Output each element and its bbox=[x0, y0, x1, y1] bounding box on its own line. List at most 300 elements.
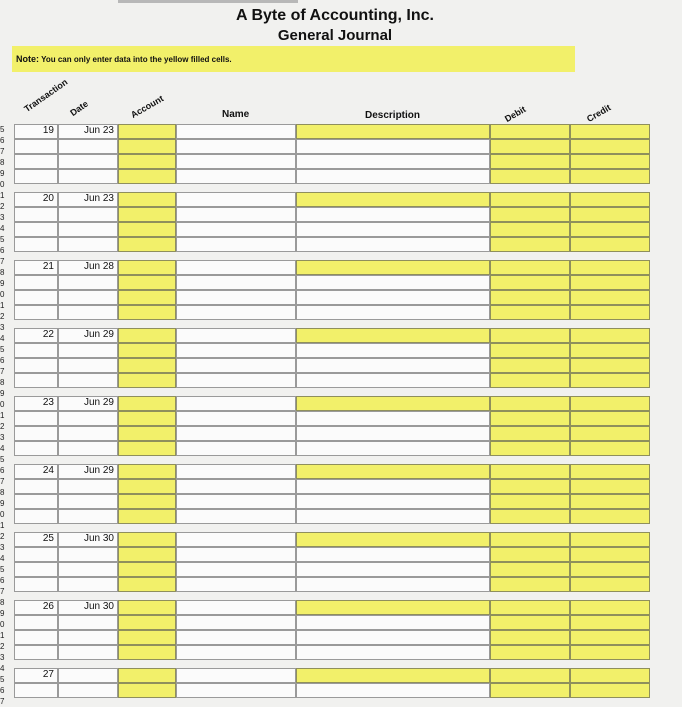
col-header-description: Description bbox=[365, 110, 421, 121]
input-cell-desc[interactable] bbox=[296, 124, 490, 139]
cell-txn bbox=[14, 494, 58, 509]
input-cell-acct[interactable] bbox=[118, 645, 176, 660]
input-cell-desc[interactable] bbox=[296, 668, 490, 683]
cell-date bbox=[58, 343, 118, 358]
cell-txn bbox=[14, 426, 58, 441]
row-number: 6 bbox=[0, 356, 5, 365]
transaction-number: 19 bbox=[14, 124, 58, 139]
transaction-number: 27 bbox=[14, 668, 58, 683]
cell-date bbox=[58, 479, 118, 494]
row-number: 1 bbox=[0, 301, 5, 310]
input-cell-acct[interactable] bbox=[118, 494, 176, 509]
input-cell-credit[interactable] bbox=[570, 343, 650, 358]
cell-name bbox=[176, 222, 296, 237]
row-number: 5 bbox=[0, 675, 5, 684]
cell-txn bbox=[14, 509, 58, 524]
cell-name bbox=[176, 207, 296, 222]
input-cell-acct[interactable] bbox=[118, 683, 176, 698]
row-number: 8 bbox=[0, 598, 5, 607]
input-cell-debit[interactable] bbox=[490, 275, 570, 290]
cell-date bbox=[58, 411, 118, 426]
input-cell-debit[interactable] bbox=[490, 290, 570, 305]
cell-desc bbox=[296, 373, 490, 388]
cell-desc bbox=[296, 290, 490, 305]
input-cell-debit[interactable] bbox=[490, 479, 570, 494]
cell-date bbox=[58, 562, 118, 577]
input-cell-credit[interactable] bbox=[570, 139, 650, 154]
row-number: 2 bbox=[0, 532, 5, 541]
cell-desc bbox=[296, 630, 490, 645]
col-header-date: Date bbox=[68, 98, 90, 118]
input-cell-credit[interactable] bbox=[570, 237, 650, 252]
input-cell-debit[interactable] bbox=[490, 328, 570, 343]
input-cell-debit[interactable] bbox=[490, 358, 570, 373]
input-cell-credit[interactable] bbox=[570, 426, 650, 441]
input-cell-acct[interactable] bbox=[118, 577, 176, 592]
cell-name bbox=[176, 562, 296, 577]
input-cell-credit[interactable] bbox=[570, 358, 650, 373]
transaction-number: 22 bbox=[14, 328, 58, 343]
input-cell-debit[interactable] bbox=[490, 645, 570, 660]
row-number: 8 bbox=[0, 268, 5, 277]
row-number: 4 bbox=[0, 664, 5, 673]
input-cell-credit[interactable] bbox=[570, 547, 650, 562]
cell-name bbox=[176, 343, 296, 358]
input-cell-debit[interactable] bbox=[490, 124, 570, 139]
input-cell-acct[interactable] bbox=[118, 192, 176, 207]
input-cell-desc[interactable] bbox=[296, 600, 490, 615]
row-number: 3 bbox=[0, 323, 5, 332]
cell-name bbox=[176, 441, 296, 456]
input-cell-debit[interactable] bbox=[490, 630, 570, 645]
transaction-number: 25 bbox=[14, 532, 58, 547]
row-number: 0 bbox=[0, 290, 5, 299]
input-cell-debit[interactable] bbox=[490, 154, 570, 169]
input-cell-acct[interactable] bbox=[118, 464, 176, 479]
input-cell-debit[interactable] bbox=[490, 577, 570, 592]
transaction-date: Jun 29 bbox=[58, 328, 118, 343]
input-cell-debit[interactable] bbox=[490, 305, 570, 320]
cell-name bbox=[176, 494, 296, 509]
cell-desc bbox=[296, 237, 490, 252]
cell-name bbox=[176, 547, 296, 562]
cell-date bbox=[58, 305, 118, 320]
input-cell-acct[interactable] bbox=[118, 237, 176, 252]
input-cell-acct[interactable] bbox=[118, 396, 176, 411]
cell-desc bbox=[296, 139, 490, 154]
cell-name bbox=[176, 668, 296, 683]
cell-txn bbox=[14, 358, 58, 373]
cell-desc bbox=[296, 509, 490, 524]
cell-desc bbox=[296, 562, 490, 577]
cell-name bbox=[176, 600, 296, 615]
input-cell-credit[interactable] bbox=[570, 275, 650, 290]
cell-name bbox=[176, 426, 296, 441]
cell-name bbox=[176, 260, 296, 275]
cell-desc bbox=[296, 577, 490, 592]
cell-txn bbox=[14, 411, 58, 426]
row-number: 8 bbox=[0, 158, 5, 167]
row-number: 0 bbox=[0, 620, 5, 629]
input-cell-acct[interactable] bbox=[118, 343, 176, 358]
input-cell-acct[interactable] bbox=[118, 207, 176, 222]
input-cell-debit[interactable] bbox=[490, 396, 570, 411]
cell-desc bbox=[296, 154, 490, 169]
transaction-date: Jun 30 bbox=[58, 600, 118, 615]
cell-txn bbox=[14, 630, 58, 645]
input-cell-acct[interactable] bbox=[118, 441, 176, 456]
input-cell-debit[interactable] bbox=[490, 237, 570, 252]
cell-date bbox=[58, 630, 118, 645]
cell-txn bbox=[14, 577, 58, 592]
row-number: 3 bbox=[0, 653, 5, 662]
cell-name bbox=[176, 358, 296, 373]
input-cell-acct[interactable] bbox=[118, 328, 176, 343]
cell-date bbox=[58, 139, 118, 154]
input-cell-debit[interactable] bbox=[490, 192, 570, 207]
row-number: 8 bbox=[0, 378, 5, 387]
input-cell-credit[interactable] bbox=[570, 328, 650, 343]
input-cell-desc[interactable] bbox=[296, 328, 490, 343]
cell-date bbox=[58, 615, 118, 630]
cell-name bbox=[176, 139, 296, 154]
input-cell-acct[interactable] bbox=[118, 373, 176, 388]
cell-date bbox=[58, 509, 118, 524]
cell-desc bbox=[296, 441, 490, 456]
cell-name bbox=[176, 396, 296, 411]
input-cell-debit[interactable] bbox=[490, 426, 570, 441]
row-number: 2 bbox=[0, 202, 5, 211]
input-cell-credit[interactable] bbox=[570, 192, 650, 207]
input-cell-credit[interactable] bbox=[570, 630, 650, 645]
row-number: 9 bbox=[0, 499, 5, 508]
row-number: 7 bbox=[0, 587, 5, 596]
title-block bbox=[190, 6, 480, 46]
row-number: 5 bbox=[0, 565, 5, 574]
input-cell-credit[interactable] bbox=[570, 396, 650, 411]
input-cell-credit[interactable] bbox=[570, 668, 650, 683]
cell-date bbox=[58, 577, 118, 592]
input-cell-debit[interactable] bbox=[490, 222, 570, 237]
row-number: 0 bbox=[0, 180, 5, 189]
input-cell-debit[interactable] bbox=[490, 207, 570, 222]
row-number: 1 bbox=[0, 191, 5, 200]
row-number: 7 bbox=[0, 367, 5, 376]
transaction-number: 20 bbox=[14, 192, 58, 207]
row-number: 1 bbox=[0, 631, 5, 640]
input-cell-acct[interactable] bbox=[118, 547, 176, 562]
input-cell-desc[interactable] bbox=[296, 396, 490, 411]
col-header-debit: Debit bbox=[503, 104, 528, 124]
row-number: 0 bbox=[0, 400, 5, 409]
input-cell-credit[interactable] bbox=[570, 222, 650, 237]
cell-txn bbox=[14, 139, 58, 154]
cell-date bbox=[58, 358, 118, 373]
input-cell-acct[interactable] bbox=[118, 154, 176, 169]
cell-name bbox=[176, 615, 296, 630]
row-number: 7 bbox=[0, 697, 5, 706]
cell-txn bbox=[14, 441, 58, 456]
input-cell-debit[interactable] bbox=[490, 668, 570, 683]
transaction-date bbox=[58, 668, 118, 683]
input-cell-debit[interactable] bbox=[490, 260, 570, 275]
cell-name bbox=[176, 154, 296, 169]
input-cell-credit[interactable] bbox=[570, 645, 650, 660]
input-cell-credit[interactable] bbox=[570, 479, 650, 494]
input-cell-credit[interactable] bbox=[570, 600, 650, 615]
input-cell-credit[interactable] bbox=[570, 305, 650, 320]
cell-desc bbox=[296, 645, 490, 660]
row-number: 7 bbox=[0, 257, 5, 266]
input-cell-credit[interactable] bbox=[570, 154, 650, 169]
row-number: 5 bbox=[0, 235, 5, 244]
cell-txn bbox=[14, 615, 58, 630]
cell-name bbox=[176, 169, 296, 184]
row-number: 5 bbox=[0, 345, 5, 354]
row-number: 0 bbox=[0, 510, 5, 519]
cell-txn bbox=[14, 207, 58, 222]
input-cell-debit[interactable] bbox=[490, 532, 570, 547]
row-number: 6 bbox=[0, 136, 5, 145]
input-cell-debit[interactable] bbox=[490, 494, 570, 509]
cell-date bbox=[58, 645, 118, 660]
input-cell-debit[interactable] bbox=[490, 509, 570, 524]
cell-txn bbox=[14, 237, 58, 252]
col-header-credit: Credit bbox=[585, 102, 613, 124]
input-cell-desc[interactable] bbox=[296, 464, 490, 479]
cell-date bbox=[58, 441, 118, 456]
input-cell-credit[interactable] bbox=[570, 532, 650, 547]
cell-date bbox=[58, 547, 118, 562]
cell-date bbox=[58, 494, 118, 509]
cell-txn bbox=[14, 562, 58, 577]
cell-name bbox=[176, 290, 296, 305]
note-text: You can only enter data into the yellow filled cells. bbox=[41, 55, 232, 64]
cell-desc bbox=[296, 547, 490, 562]
input-cell-acct[interactable] bbox=[118, 562, 176, 577]
cell-name bbox=[176, 577, 296, 592]
cell-desc bbox=[296, 358, 490, 373]
input-cell-credit[interactable] bbox=[570, 615, 650, 630]
input-cell-debit[interactable] bbox=[490, 411, 570, 426]
input-cell-acct[interactable] bbox=[118, 290, 176, 305]
cell-desc bbox=[296, 411, 490, 426]
cell-name bbox=[176, 479, 296, 494]
input-cell-acct[interactable] bbox=[118, 532, 176, 547]
row-number: 4 bbox=[0, 444, 5, 453]
cell-name bbox=[176, 305, 296, 320]
row-number: 4 bbox=[0, 224, 5, 233]
input-cell-acct[interactable] bbox=[118, 668, 176, 683]
row-number: 3 bbox=[0, 543, 5, 552]
input-cell-credit[interactable] bbox=[570, 411, 650, 426]
transaction-number: 24 bbox=[14, 464, 58, 479]
row-number: 4 bbox=[0, 334, 5, 343]
row-number: 9 bbox=[0, 279, 5, 288]
cell-name bbox=[176, 464, 296, 479]
input-cell-desc[interactable] bbox=[296, 260, 490, 275]
input-cell-debit[interactable] bbox=[490, 547, 570, 562]
cell-desc bbox=[296, 615, 490, 630]
input-cell-acct[interactable] bbox=[118, 139, 176, 154]
cell-desc bbox=[296, 494, 490, 509]
input-cell-acct[interactable] bbox=[118, 509, 176, 524]
row-number: 9 bbox=[0, 609, 5, 618]
input-cell-credit[interactable] bbox=[570, 464, 650, 479]
transaction-number: 26 bbox=[14, 600, 58, 615]
transaction-date: Jun 28 bbox=[58, 260, 118, 275]
cell-date bbox=[58, 154, 118, 169]
input-cell-acct[interactable] bbox=[118, 411, 176, 426]
cell-txn bbox=[14, 305, 58, 320]
cell-name bbox=[176, 192, 296, 207]
cell-desc bbox=[296, 169, 490, 184]
row-number: 2 bbox=[0, 312, 5, 321]
cell-name bbox=[176, 683, 296, 698]
cell-date bbox=[58, 373, 118, 388]
row-number: 2 bbox=[0, 422, 5, 431]
transaction-date: Jun 29 bbox=[58, 396, 118, 411]
row-number: 7 bbox=[0, 477, 5, 486]
cell-name bbox=[176, 124, 296, 139]
cell-date bbox=[58, 169, 118, 184]
cell-desc bbox=[296, 275, 490, 290]
cell-desc bbox=[296, 426, 490, 441]
col-header-name: Name bbox=[222, 109, 250, 120]
input-cell-credit[interactable] bbox=[570, 509, 650, 524]
row-number: 8 bbox=[0, 488, 5, 497]
row-number: 9 bbox=[0, 389, 5, 398]
input-cell-acct[interactable] bbox=[118, 275, 176, 290]
row-number: 6 bbox=[0, 466, 5, 475]
row-number: 3 bbox=[0, 213, 5, 222]
row-number: 1 bbox=[0, 411, 5, 420]
cell-desc bbox=[296, 479, 490, 494]
input-cell-credit[interactable] bbox=[570, 260, 650, 275]
cell-name bbox=[176, 411, 296, 426]
input-cell-debit[interactable] bbox=[490, 615, 570, 630]
input-cell-credit[interactable] bbox=[570, 373, 650, 388]
row-number: 5 bbox=[0, 455, 5, 464]
cell-date bbox=[58, 290, 118, 305]
input-cell-debit[interactable] bbox=[490, 343, 570, 358]
transaction-date: Jun 23 bbox=[58, 124, 118, 139]
cell-name bbox=[176, 328, 296, 343]
note-bar bbox=[12, 46, 575, 72]
cell-txn bbox=[14, 683, 58, 698]
input-cell-debit[interactable] bbox=[490, 600, 570, 615]
cell-txn bbox=[14, 373, 58, 388]
cell-name bbox=[176, 532, 296, 547]
input-cell-credit[interactable] bbox=[570, 683, 650, 698]
transaction-date: Jun 29 bbox=[58, 464, 118, 479]
input-cell-acct[interactable] bbox=[118, 169, 176, 184]
input-cell-debit[interactable] bbox=[490, 441, 570, 456]
cell-desc bbox=[296, 305, 490, 320]
input-cell-acct[interactable] bbox=[118, 630, 176, 645]
cell-txn bbox=[14, 169, 58, 184]
cell-name bbox=[176, 645, 296, 660]
cell-date bbox=[58, 683, 118, 698]
input-cell-debit[interactable] bbox=[490, 683, 570, 698]
input-cell-acct[interactable] bbox=[118, 124, 176, 139]
input-cell-debit[interactable] bbox=[490, 169, 570, 184]
row-number: 3 bbox=[0, 433, 5, 442]
input-cell-debit[interactable] bbox=[490, 373, 570, 388]
cell-date bbox=[58, 207, 118, 222]
input-cell-debit[interactable] bbox=[490, 562, 570, 577]
cell-desc bbox=[296, 222, 490, 237]
input-cell-credit[interactable] bbox=[570, 169, 650, 184]
input-cell-credit[interactable] bbox=[570, 441, 650, 456]
row-number: 9 bbox=[0, 169, 5, 178]
transaction-number: 21 bbox=[14, 260, 58, 275]
input-cell-credit[interactable] bbox=[570, 577, 650, 592]
cell-date bbox=[58, 275, 118, 290]
company-title: A Byte of Accounting, Inc. bbox=[236, 7, 434, 24]
cell-date bbox=[58, 222, 118, 237]
input-cell-desc[interactable] bbox=[296, 532, 490, 547]
row-number: 7 bbox=[0, 147, 5, 156]
cell-txn bbox=[14, 479, 58, 494]
cell-name bbox=[176, 509, 296, 524]
input-cell-acct[interactable] bbox=[118, 426, 176, 441]
input-cell-acct[interactable] bbox=[118, 358, 176, 373]
cell-name bbox=[176, 275, 296, 290]
transaction-date: Jun 30 bbox=[58, 532, 118, 547]
transaction-number: 23 bbox=[14, 396, 58, 411]
cell-date bbox=[58, 426, 118, 441]
input-cell-credit[interactable] bbox=[570, 290, 650, 305]
input-cell-acct[interactable] bbox=[118, 615, 176, 630]
cell-txn bbox=[14, 275, 58, 290]
input-cell-credit[interactable] bbox=[570, 207, 650, 222]
cell-txn bbox=[14, 290, 58, 305]
input-cell-credit[interactable] bbox=[570, 562, 650, 577]
row-number: 2 bbox=[0, 642, 5, 651]
cell-txn bbox=[14, 645, 58, 660]
row-number: 1 bbox=[0, 521, 5, 530]
input-cell-acct[interactable] bbox=[118, 305, 176, 320]
cell-txn bbox=[14, 547, 58, 562]
row-number: 6 bbox=[0, 686, 5, 695]
cell-desc bbox=[296, 207, 490, 222]
input-cell-credit[interactable] bbox=[570, 124, 650, 139]
cell-txn bbox=[14, 222, 58, 237]
cell-name bbox=[176, 630, 296, 645]
input-cell-debit[interactable] bbox=[490, 139, 570, 154]
cell-name bbox=[176, 373, 296, 388]
cell-desc bbox=[296, 683, 490, 698]
input-cell-acct[interactable] bbox=[118, 479, 176, 494]
cell-txn bbox=[14, 154, 58, 169]
input-cell-desc[interactable] bbox=[296, 192, 490, 207]
input-cell-acct[interactable] bbox=[118, 600, 176, 615]
journal-grid bbox=[0, 124, 682, 700]
row-number: 6 bbox=[0, 246, 5, 255]
col-header-account: Account bbox=[129, 93, 166, 120]
transaction-date: Jun 23 bbox=[58, 192, 118, 207]
col-header-transaction: Transaction bbox=[22, 76, 70, 114]
row-number: 5 bbox=[0, 125, 5, 134]
cell-desc bbox=[296, 343, 490, 358]
input-cell-debit[interactable] bbox=[490, 464, 570, 479]
input-cell-credit[interactable] bbox=[570, 494, 650, 509]
journal-title: General Journal bbox=[277, 27, 393, 44]
top-rule bbox=[118, 0, 298, 3]
input-cell-acct[interactable] bbox=[118, 222, 176, 237]
input-cell-acct[interactable] bbox=[118, 260, 176, 275]
